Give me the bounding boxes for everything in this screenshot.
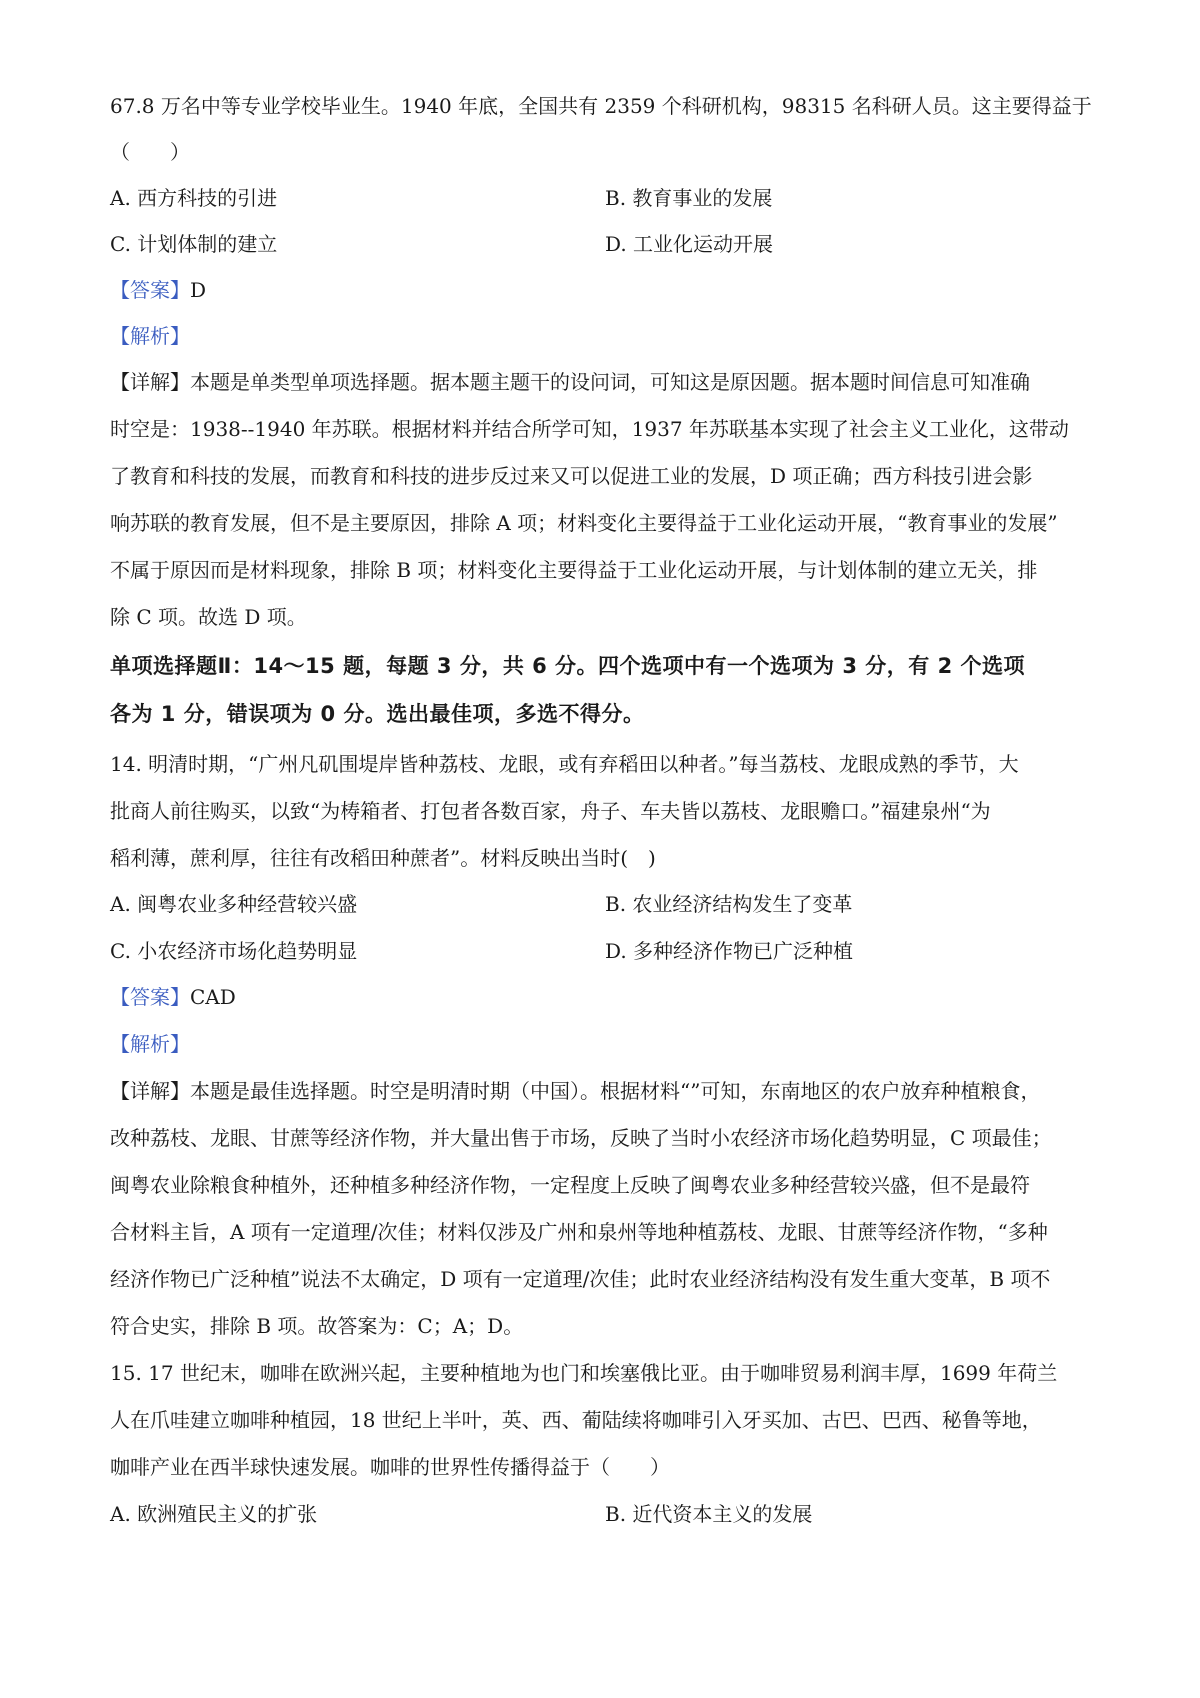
q14-answer [110,983,1100,1011]
q13-option-a: A. 西方科技的引进 [110,186,278,210]
q14-detail-line-2: 改种荔枝、龙眼、甘蔗等经济作物，并大量出售于市场，反映了当时小农经济市场化趋势明显，C 项最佳； [110,1126,1052,1150]
q14-detail-line-4: 合材料主旨，A 项有一定道理/次佳；材料仅涉及广州和泉州等地种植荔枝、龙眼、甘蔗等经济作物，“多种 [110,1220,1048,1244]
answer-value: CAD [190,985,236,1009]
q14-option-b: B. 农业经济结构发生了变革 [605,892,853,916]
q14-detail-line-6: 符合史实，排除 B 项。故答案为：C；A；D。 [110,1314,524,1338]
q13-option-b: B. 教育事业的发展 [605,186,773,210]
q14-detail-line-1 [110,1077,1100,1105]
answer-tag: 【答案】 [110,278,190,302]
detail-text: 本题是最佳选择题。时空是明清时期（中国）。根据材料“”可知，东南地区的农户放弃种植粮食， [190,1079,1041,1103]
section-heading-line-1: 单项选择题Ⅱ：14～15 题，每题 3 分，共 6 分。四个选项中有一个选项为 3 分，有 2 个选项 [110,654,1026,678]
q14-detail-line-3: 闽粤农业除粮食种植外，还种植多种经济作物，一定程度上反映了闽粤农业多种经营较兴盛，但不是最符 [110,1173,1030,1197]
answer-value: D [190,278,207,302]
q14-option-d: D. 多种经济作物已广泛种植 [605,939,854,963]
q13-analysis-tag: 【解析】 [110,324,190,348]
q13-stem-line-2: （ ） [110,140,190,164]
q14-stem-line-3: 稻利薄，蔗利厚，往往有改稻田种蔗者”。材料反映出当时( ) [110,846,656,870]
q13-stem-line-1: 67.8 万名中等专业学校毕业生。1940 年底，全国共有 2359 个科研机构，98315 名科研人员。这主要得益于 [110,94,1092,118]
q13-detail-line-1 [110,368,1100,396]
q14-detail-line-5: 经济作物已广泛种植”说法不太确定，D 项有一定道理/次佳；此时农业经济结构没有发生重大变革，B 项不 [110,1267,1051,1291]
q15-option-a: A. 欧洲殖民主义的扩张 [110,1502,318,1526]
detail-tag: 【详解】 [110,370,190,394]
q13-option-d: D. 工业化运动开展 [605,232,774,256]
q14-stem-line-1: 14. 明清时期，“广州凡矶围堤岸皆种荔枝、龙眼，或有弃稻田以种者。”每当荔枝、龙眼成熟的季节，大 [110,752,1019,776]
q13-detail-line-4: 响苏联的教育发展，但不是主要原因，排除 A 项；材料变化主要得益于工业化运动开展，“教育事业的发展” [110,511,1058,535]
q15-stem-line-2: 人在爪哇建立咖啡种植园，18 世纪上半叶，英、西、葡陆续将咖啡引入牙买加、古巴、巴西、秘鲁等地， [110,1408,1042,1432]
answer-tag: 【答案】 [110,985,190,1009]
q14-option-c: C. 小农经济市场化趋势明显 [110,939,358,963]
q13-detail-line-5: 不属于原因而是材料现象，排除 B 项；材料变化主要得益于工业化运动开展，与计划体制的建立无关，排 [110,558,1038,582]
section-heading-line-2: 各为 1 分，错误项为 0 分。选出最佳项，多选不得分。 [110,702,645,726]
q13-answer [110,276,1100,304]
detail-tag: 【详解】 [110,1079,190,1103]
q15-stem-line-3: 咖啡产业在西半球快速发展。咖啡的世界性传播得益于（ ） [110,1455,670,1479]
q14-analysis-tag: 【解析】 [110,1032,190,1056]
q14-option-a: A. 闽粤农业多种经营较兴盛 [110,892,358,916]
q13-detail-line-2: 时空是：1938--1940 年苏联。根据材料并结合所学可知，1937 年苏联基本实现了社会主义工业化，这带动 [110,417,1069,441]
q13-detail-line-6: 除 C 项。故选 D 项。 [110,605,307,629]
q15-stem-line-1: 15. 17 世纪末，咖啡在欧洲兴起，主要种植地为也门和埃塞俄比亚。由于咖啡贸易利润丰厚，1699 年荷兰 [110,1361,1058,1385]
detail-text: 本题是单类型单项选择题。据本题主题干的设问词，可知这是原因题。据本题时间信息可知准确 [190,370,1030,394]
q14-stem-line-2: 批商人前往购买，以致“为梼箱者、打包者各数百家，舟子、车夫皆以荔枝、龙眼赡口。”福建泉州“为 [110,799,991,823]
q15-option-b: B. 近代资本主义的发展 [605,1502,813,1526]
q13-option-c: C. 计划体制的建立 [110,232,278,256]
q13-detail-line-3: 了教育和科技的发展，而教育和科技的进步反过来又可以促进工业的发展，D 项正确；西方科技引进会影 [110,464,1033,488]
